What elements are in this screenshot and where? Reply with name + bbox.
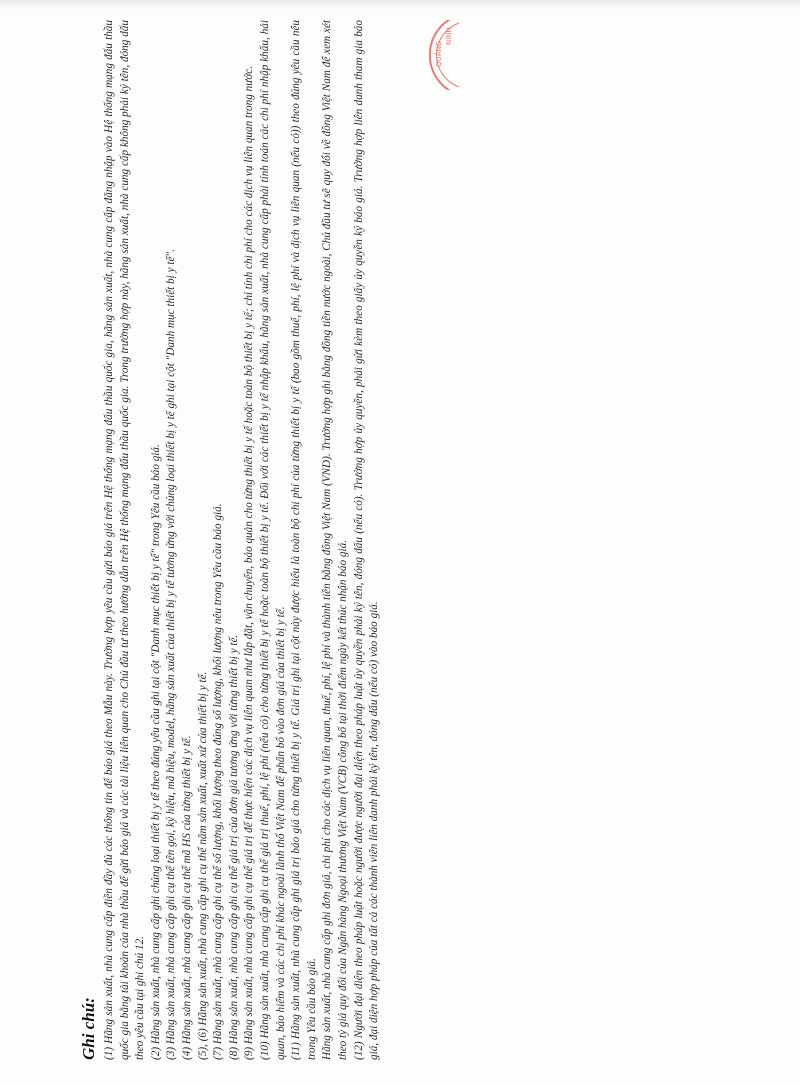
notes-block [78, 20, 458, 1060]
note-currency: Hãng sản xuất, nhà cung cấp ghi đơn giá, chi phí cho các dịch vụ liên quan, thuế, phí, lệ phí và thành tiền bằng đồng Việt Nam (VND). Trường hợp ghi bằng đồng tiền nước ngoài, Chủ đầu tư sẽ quy đổi về đồng Việt Nam để xem xét theo tỷ giá quy đổi của Ngân hàng Ngoại thương Việt Nam (VCB) công bố tại thời điểm ngày kết thúc nhận báo giá. [321, 20, 349, 1060]
note-7: (7) Hãng sản xuất, nhà cung cấp ghi cụ thể số lượng, khối lượng theo đúng số lượng, khối lượng nêu trong Yêu cầu báo giá. [212, 503, 225, 1060]
note-2: (2) Hãng sản xuất, nhà cung cấp ghi chủng loại thiết bị y tế theo đúng yêu cầu ghi tại cột "Danh mục thiết bị y tế" trong Yêu cầu báo giá. [149, 444, 162, 1060]
note-9: (9) Hãng sản xuất, nhà cung cấp ghi cụ thể giá trị để thực hiện các dịch vụ liên quan như lắp đặt, vận chuyển, bảo quản cho từng thiết bị y tế hoặc toàn bộ thiết bị y tế; chỉ tính chi phí cho các dịch vụ liên quan trong nước. [243, 65, 256, 1060]
note-11: (11) Hãng sản xuất, nhà cung cấp ghi giá trị báo giá cho từng thiết bị y tế. Giá trị ghi tại cột này được hiểu là toàn bộ chi phí của từng thiết bị y tế (bao gồm thuế, phí, lệ phí và dịch vụ liên quan (nếu có)) theo đúng yêu cầu nêu trong Yêu cầu báo giá. [290, 20, 318, 1060]
notes-title: Ghi chú: [79, 997, 98, 1060]
note-4: (4) Hãng sản xuất, nhà cung cấp ghi cụ thể mã HS của từng thiết bị y tế. [180, 735, 193, 1060]
page-edge [0, 0, 800, 10]
svg-text:NINH: NINH [445, 27, 453, 45]
note-5-6: (5), (6) Hãng sản xuất, nhà cung cấp ghi cụ thể năm sản xuất, xuất xứ của thiết bị y tế. [196, 671, 209, 1060]
note-3: (3) Hãng sản xuất, nhà cung cấp ghi cụ thể tên gọi, ký hiệu, mã hiệu, model, hãng sản xuất của thiết bị y tế tương ứng với chủng loại thiết bị y tế ghi tại cột "Danh mục thiết bị y tế". [165, 249, 178, 1060]
note-10: (10) Hãng sản xuất, nhà cung cấp ghi cụ thể giá trị thuế, phí, lệ phí (nếu có) cho từng thiết bị y tế hoặc toàn bộ thiết bị y tế. Đối với các thiết bị y tế nhập khẩu, hãng sản xuất, nhà cung cấp phải tính toán các chi phí nhập khẩu, hải quan, bảo hiểm và các chi phí khác ngoài lãnh thổ Việt Nam để phân bổ vào đơn giá của thiết bị y tế. [258, 20, 287, 1060]
note-8: (8) Hãng sản xuất, nhà cung cấp ghi cụ thể giá trị của đơn giá tương ứng với từng thiết bị y tế. [227, 634, 240, 1060]
svg-text:QUẢNG: QUẢNG [435, 40, 443, 67]
note-1: (1) Hãng sản xuất, nhà cung cấp điền đầy đủ các thông tin để báo giá theo Mẫu này. Trường hợp yêu cầu gửi báo giá trên Hệ thống mạng đấu thầu quốc gia, hãng sản xuất, nhà cung cấp đăng nhập vào Hệ thống mạng đấu thầu quốc gia bằng tài khoản của nhà thầu để gửi báo giá và các tài liệu liên quan cho Chủ đầu tư theo hướng dẫn trên Hệ thống mạng đấu thầu quốc gia. Trong trường hợp này, hãng sản xuất, nhà cung cấp không phải ký tên, đóng dấu theo yêu cầu tại ghi chú 12. [103, 20, 147, 1060]
note-12: (12) Người đại diện theo pháp luật hoặc người được người đại diện theo pháp luật ủy quyền phải ký tên, đóng dấu (nếu có). Trường hợp ủy quyền, phải gửi kèm theo giấy ủy quyền ký báo giá. Trường hợp liên danh tham gia báo giá, đại diện hợp pháp của tất cả các thành viên liên danh phải ký tên, đóng dấu (nếu có) vào báo giá. [352, 20, 381, 1060]
